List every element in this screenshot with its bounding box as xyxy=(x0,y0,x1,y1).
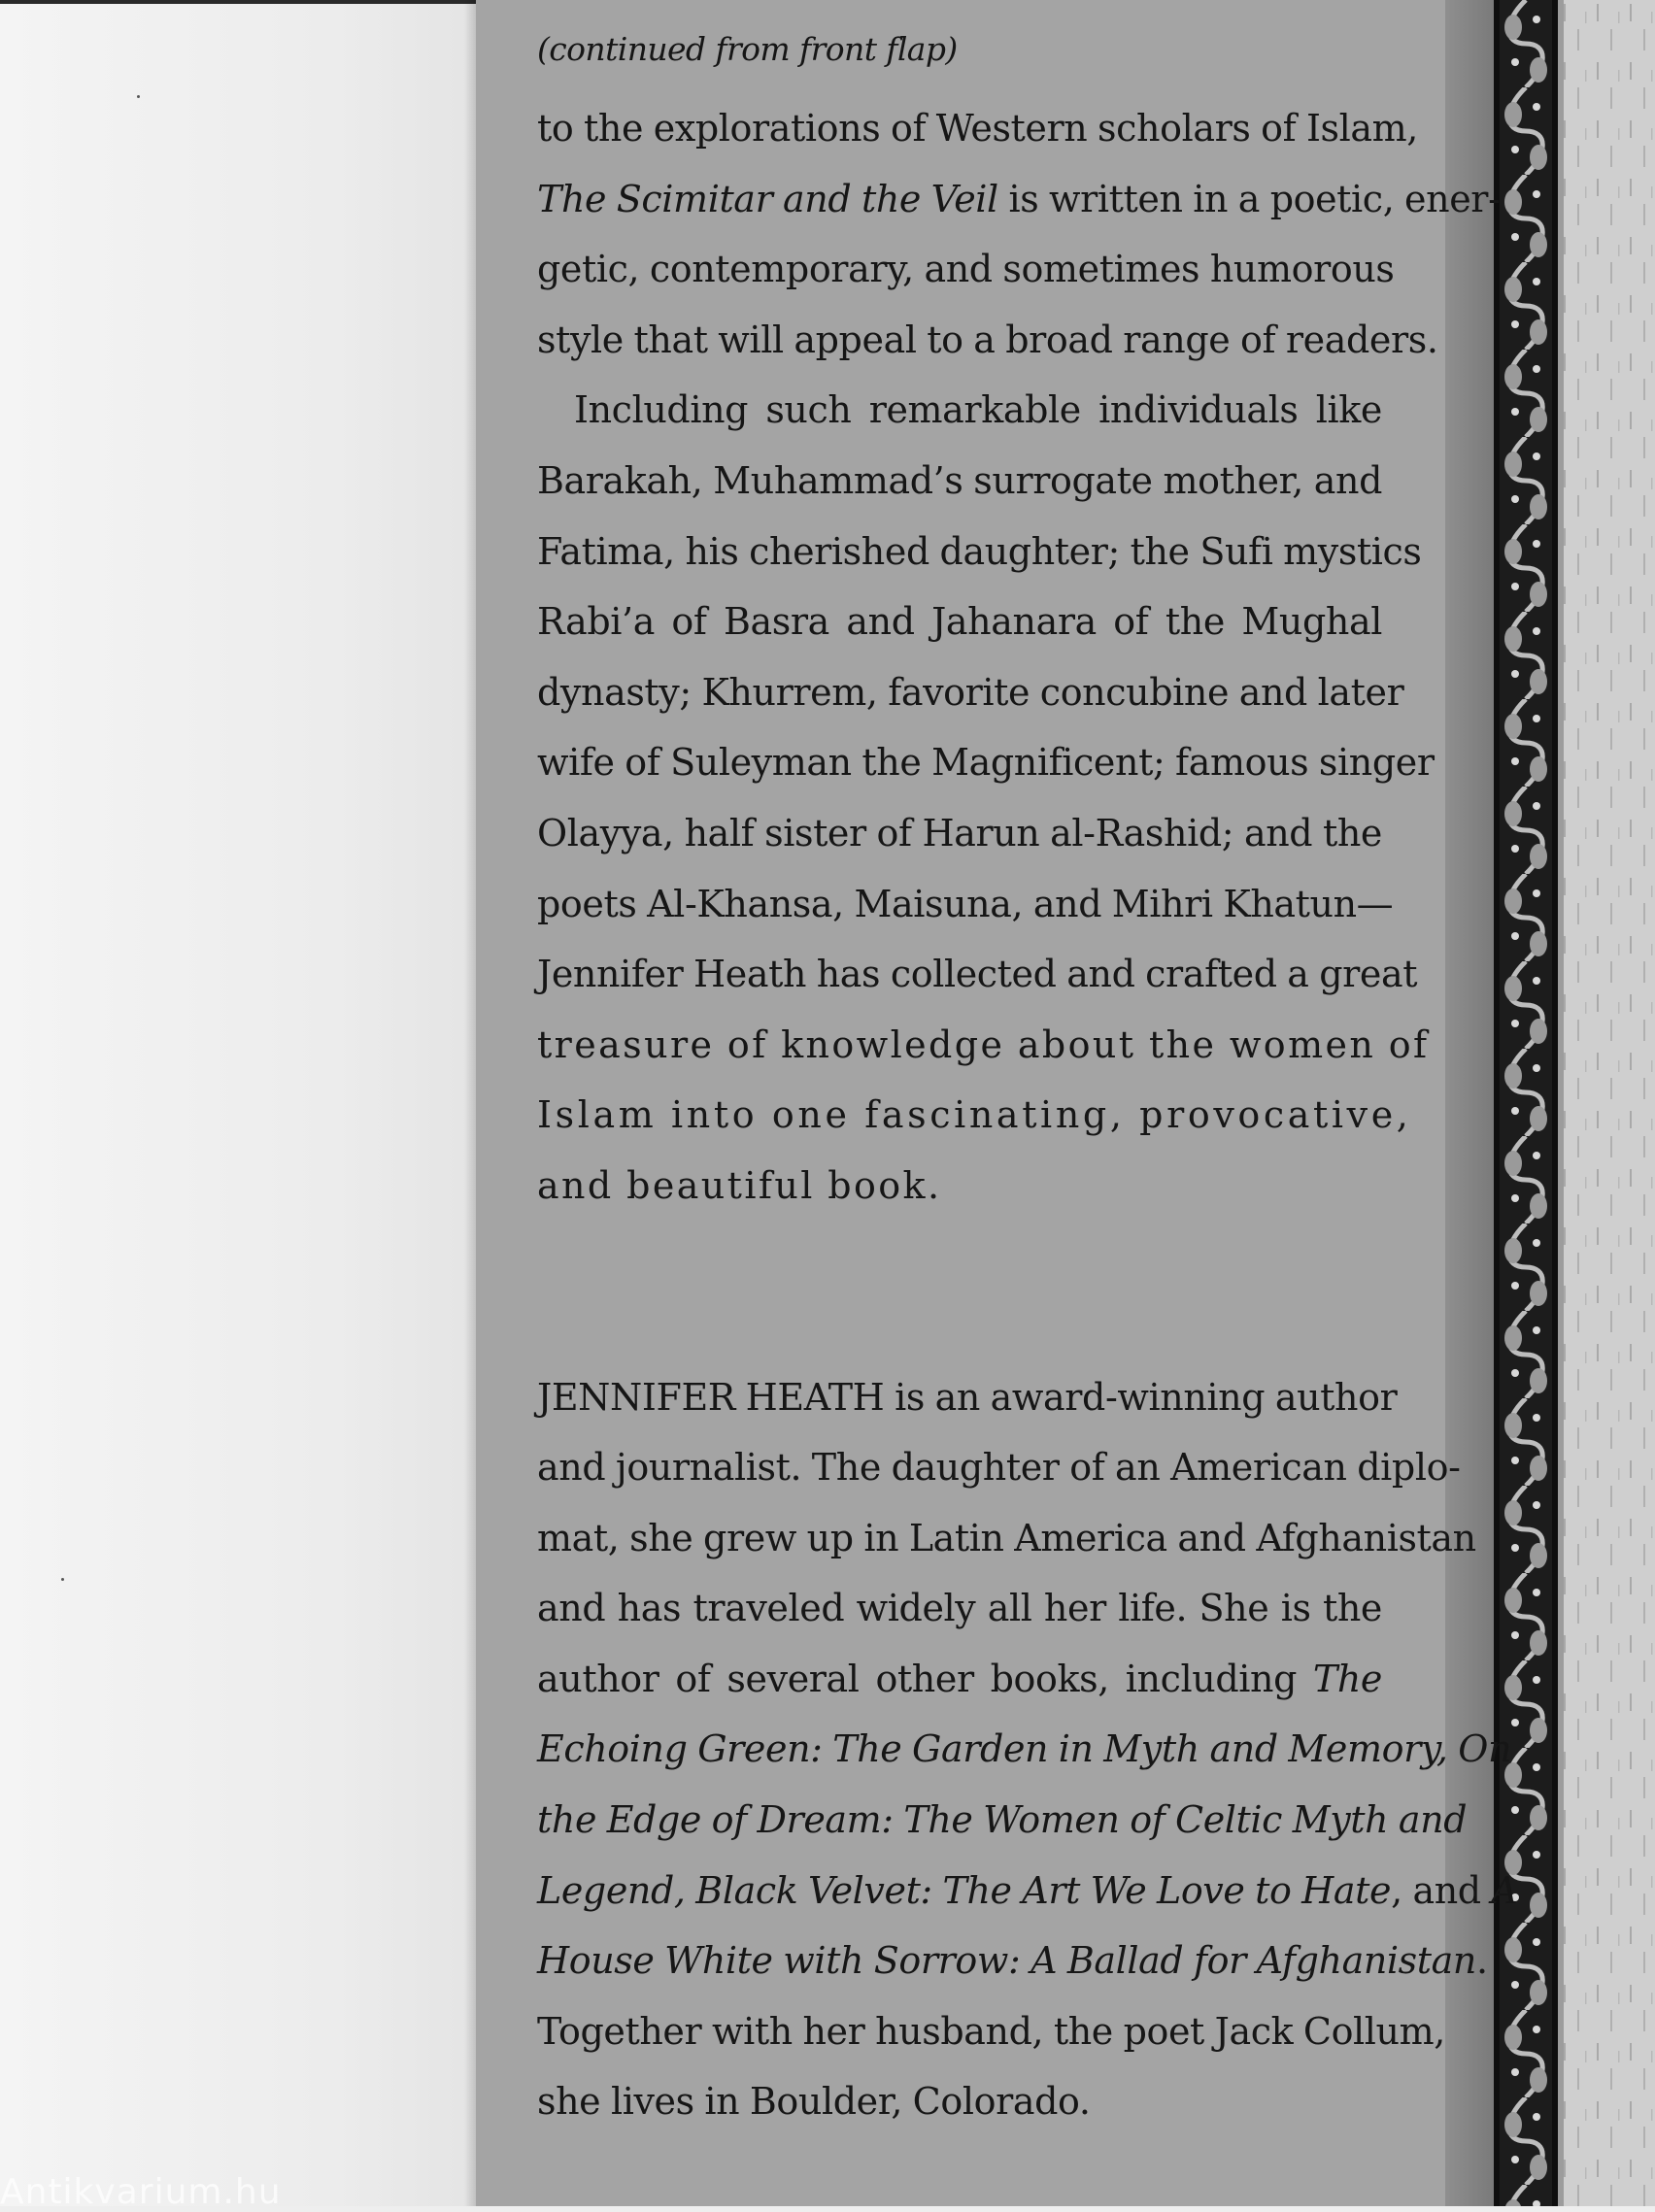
text-line: mat, she grew up in Latin America and Afghanistan xyxy=(537,1516,1476,1559)
left-endpaper xyxy=(0,4,476,2206)
text-line: House White with Sorrow: A Ballad for Afghanistan. xyxy=(537,1939,1488,1983)
text-line: Including such remarkable individuals like xyxy=(574,388,1382,432)
text-line xyxy=(537,1714,1512,1785)
paper-speck xyxy=(61,1578,64,1581)
text-line: Legend, Black Velvet: The Art We Love to Hate, and A xyxy=(537,1868,1518,1912)
text-line: author of several other books, including The xyxy=(537,1657,1382,1700)
text-line: getic, contemporary, and sometimes humorous xyxy=(537,248,1395,291)
author-bio xyxy=(537,1362,1518,2138)
board-texture xyxy=(1558,0,1655,2206)
text-line: The Scimitar and the Veil is written in a poetic, ener- xyxy=(537,177,1501,220)
paper-speck xyxy=(137,95,140,98)
book-board xyxy=(1558,0,1655,2206)
text-line: poets Al-Khansa, Maisuna, and Mihri Khatun— xyxy=(537,882,1394,925)
text-line xyxy=(537,1785,1468,1856)
book-title: A xyxy=(1491,1868,1518,1912)
text-line: JENNIFER HEATH is an award-winning author xyxy=(537,1375,1398,1419)
text-line: and has traveled widely all her life. She is the xyxy=(537,1587,1382,1630)
text-line: Islam into one fascinating, provocative, xyxy=(537,1093,1412,1137)
text-line: and beautiful book. xyxy=(537,1163,942,1207)
text-line: Rabi’a of Basra and Jahanara of the Mughal xyxy=(537,600,1382,644)
book-title: The xyxy=(1312,1657,1382,1700)
text-line: Jennifer Heath has collected and crafted a great xyxy=(537,953,1418,996)
text-line: Barakah, Muhammad’s surrogate mother, and xyxy=(537,458,1382,502)
watermark: Antikvarium.hu xyxy=(0,2172,282,2212)
text-line: Fatima, his cherished daughter; the Sufi mystics xyxy=(537,529,1422,573)
text-line: style that will appeal to a broad range of readers. xyxy=(537,318,1438,361)
text-line: and journalist. The daughter of an American diplo- xyxy=(537,1446,1461,1490)
text-line: dynasty; Khurrem, favorite concubine and later xyxy=(537,670,1404,714)
book-title: Legend, Black Velvet: The Art We Love to Hate xyxy=(537,1868,1392,1912)
flap-text xyxy=(537,19,1518,2137)
text-line: to the explorations of Western scholars of Islam, xyxy=(537,107,1418,150)
book-title: House White with Sorrow: A Ballad for Afghanistan xyxy=(537,1939,1476,1983)
book-title: The Scimitar and the Veil xyxy=(537,177,998,220)
text-line: Olayya, half sister of Harun al-Rashid; and the xyxy=(537,811,1382,855)
text-line: Together with her husband, the poet Jack Collum, xyxy=(537,2009,1445,2053)
book-title: Echoing Green: The Garden in Myth and Memory, On xyxy=(537,1727,1512,1771)
text-line: treasure of knowledge about the women of xyxy=(537,1022,1430,1066)
continued-note: (continued from front flap) xyxy=(537,30,958,68)
paragraph-intro xyxy=(537,93,1501,375)
text-line: wife of Suleyman the Magnificent; famous singer xyxy=(537,741,1435,785)
paragraph-individuals xyxy=(537,375,1435,1221)
text-line: she lives in Boulder, Colorado. xyxy=(537,2080,1091,2124)
book-title: the Edge of Dream: The Women of Celtic Myth and xyxy=(537,1798,1468,1842)
